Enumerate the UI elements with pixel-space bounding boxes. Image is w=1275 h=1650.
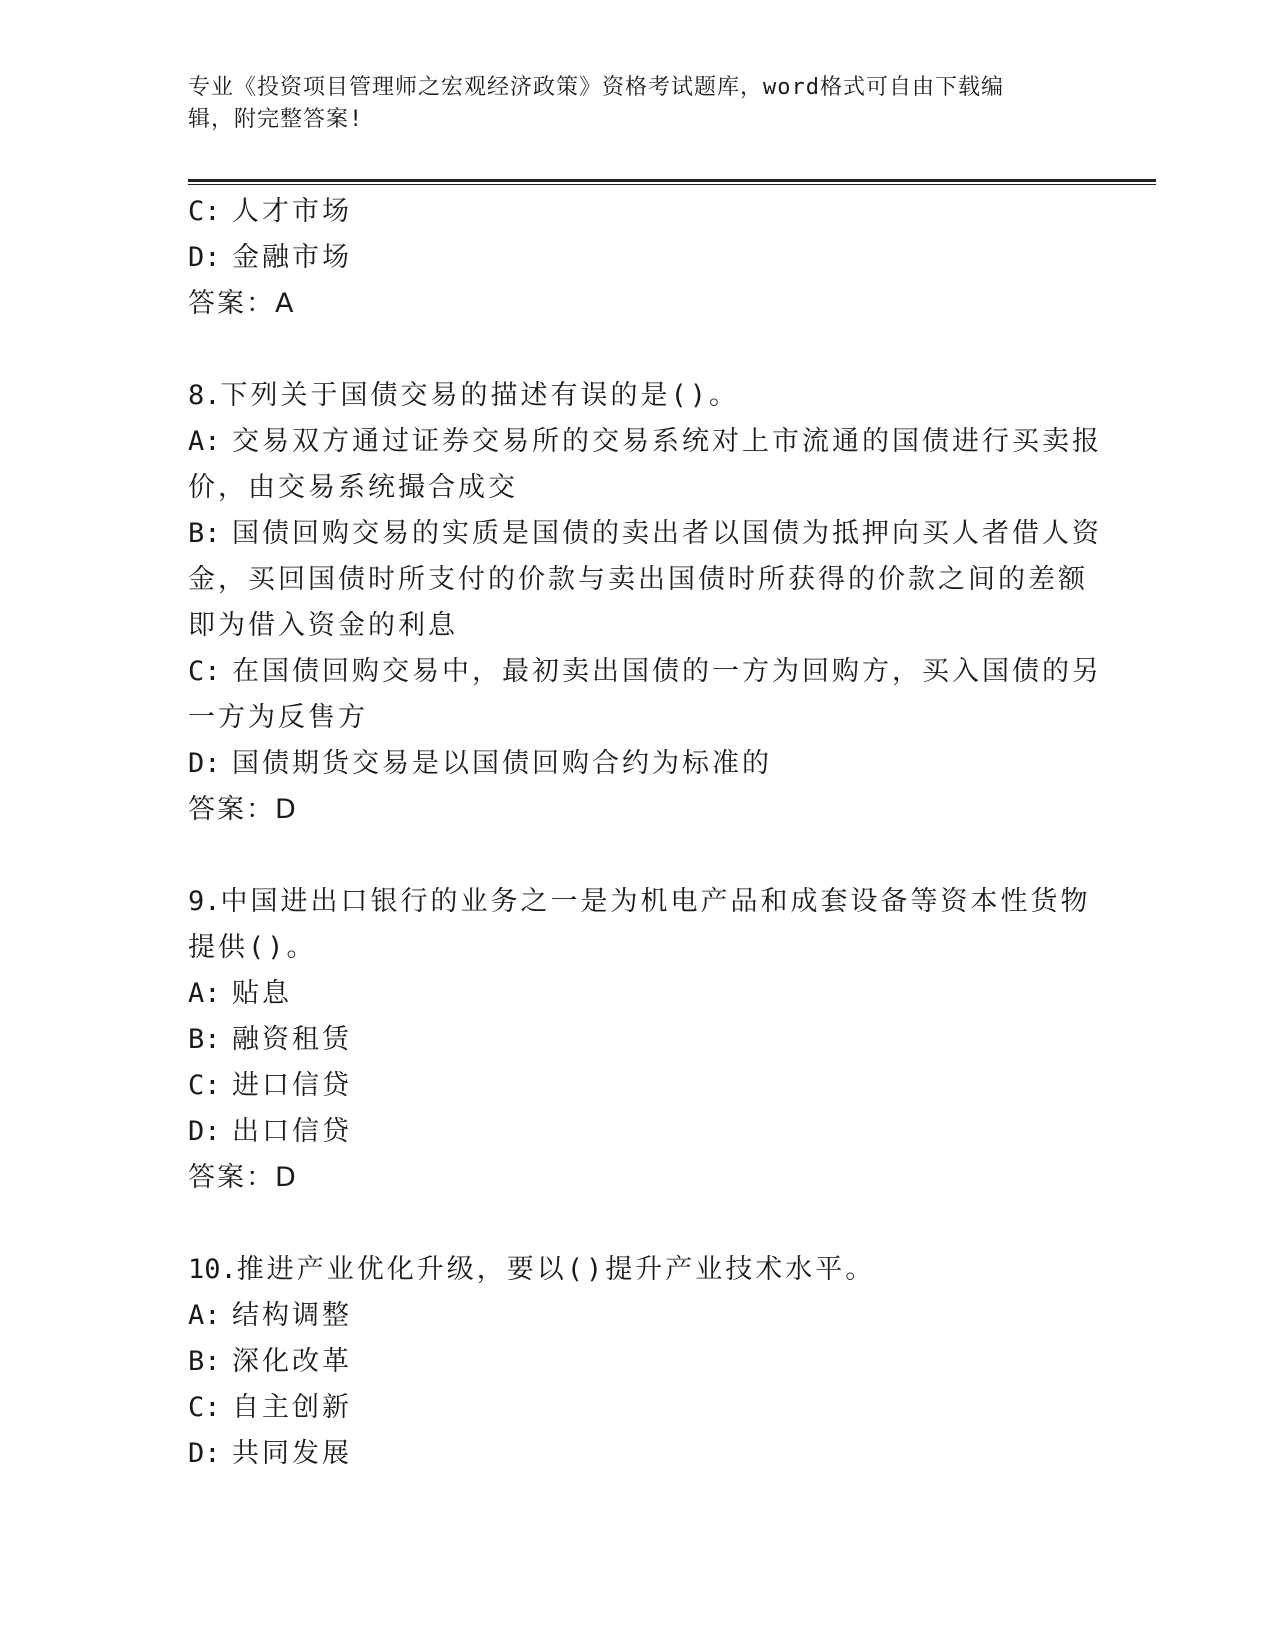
stem-line: 推进产业优化升级，要以()提升产业技术水平。 — [236, 1254, 876, 1285]
question-9 — [188, 879, 1091, 1201]
question-number: 9. — [188, 886, 221, 917]
option-text: 出口信贷 — [232, 1116, 352, 1147]
option-b — [188, 1017, 1078, 1063]
option-key: D: — [188, 748, 221, 779]
option-key: C: — [188, 656, 221, 687]
option-text: 人才市场 — [232, 196, 352, 227]
option-b-cont: 即为借入资金的利息 — [188, 610, 458, 641]
option-key: D: — [188, 1438, 221, 1469]
option-key: C: — [188, 1392, 221, 1423]
answer-line: 答案：D — [188, 1162, 298, 1193]
option-key: A: — [188, 426, 221, 457]
option-c — [188, 1063, 1078, 1109]
option-text: 贴息 — [232, 978, 292, 1009]
option-text: 在国债回购交易中，最初卖出国债的一方为回购方，买入国债的另 — [232, 656, 1102, 687]
header-line-2: 辑，附完整答案! — [188, 107, 364, 132]
option-c — [188, 1385, 1078, 1431]
header-divider-thin — [188, 184, 1156, 185]
question-number: 10. — [188, 1254, 237, 1285]
option-d — [188, 1109, 1078, 1155]
question-7-tail — [188, 189, 1078, 327]
header-line-1: 专业《投资项目管理师之宏观经济政策》资格考试题库，word格式可自由下载编 — [188, 75, 1004, 100]
option-a — [188, 1293, 1078, 1339]
answer-line: 答案：D — [188, 794, 298, 825]
option-text: 共同发展 — [232, 1438, 352, 1469]
option-key: D: — [188, 1116, 221, 1147]
stem-line-cont: 提供()。 — [188, 932, 317, 963]
header-divider-thick — [188, 179, 1156, 182]
option-d — [188, 235, 1078, 281]
option-text: 国债回购交易的实质是国债的卖出者以国债为抵押向买人者借人资 — [232, 518, 1102, 549]
option-text: 进口信贷 — [232, 1070, 352, 1101]
option-key: C: — [188, 1070, 221, 1101]
option-text: 交易双方通过证券交易所的交易系统对上市流通的国债进行买卖报 — [232, 426, 1102, 457]
question-10 — [188, 1247, 1078, 1477]
question-number: 8. — [188, 380, 221, 411]
option-text: 结构调整 — [232, 1300, 352, 1331]
question-stem — [188, 373, 1078, 419]
option-key: D: — [188, 242, 221, 273]
option-c — [188, 189, 1078, 235]
option-c — [188, 649, 1102, 695]
document-header — [188, 72, 1088, 136]
stem-line: 中国进出口银行的业务之一是为机电产品和成套设备等资本性货物 — [220, 886, 1091, 917]
option-c-cont: 一方为反售方 — [188, 702, 368, 733]
option-d — [188, 1431, 1078, 1477]
question-list — [188, 189, 1102, 1477]
option-b — [188, 511, 1102, 557]
option-text: 金融市场 — [232, 242, 352, 273]
question-stem — [188, 879, 1091, 925]
option-text: 自主创新 — [232, 1392, 352, 1423]
option-key: B: — [188, 1024, 221, 1055]
question-8 — [188, 373, 1102, 833]
option-key: C: — [188, 196, 221, 227]
option-a — [188, 419, 1102, 465]
option-b — [188, 1339, 1078, 1385]
option-text: 融资租赁 — [232, 1024, 352, 1055]
option-key: B: — [188, 1346, 221, 1377]
stem-line: 下列关于国债交易的描述有误的是()。 — [220, 380, 740, 411]
answer-line: 答案：A — [188, 288, 296, 319]
option-d — [188, 741, 1078, 787]
option-b-cont: 金，买回国债时所支付的价款与卖出国债时所获得的价款之间的差额 — [188, 564, 1088, 595]
option-a — [188, 971, 1078, 1017]
option-a-cont: 价，由交易系统撮合成交 — [188, 472, 518, 503]
option-key: A: — [188, 1300, 221, 1331]
option-key: A: — [188, 978, 221, 1009]
question-stem — [188, 1247, 1078, 1293]
option-key: B: — [188, 518, 221, 549]
option-text: 国债期货交易是以国债回购合约为标准的 — [232, 748, 772, 779]
option-text: 深化改革 — [232, 1346, 352, 1377]
